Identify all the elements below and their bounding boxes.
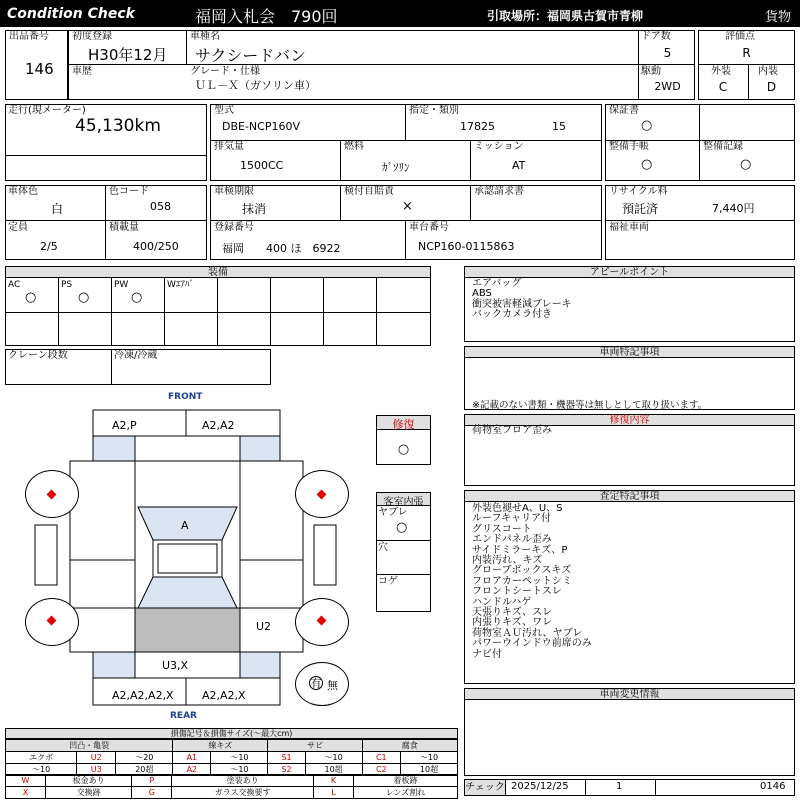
drive-label: 駆動	[641, 66, 661, 77]
capacity-value: 2/5	[40, 240, 58, 253]
rating-label: 評価点	[725, 31, 755, 42]
cabin-yabure-label: ヤブレ	[378, 507, 408, 518]
mission-value: AT	[512, 159, 526, 172]
header-title: Condition Check	[7, 6, 135, 22]
info-block-1	[68, 30, 695, 100]
fuel-value: ｶﾞｿﾘﾝ	[382, 161, 410, 174]
legend-cat: 線キズ	[173, 740, 268, 752]
capacity-label: 定員	[8, 222, 28, 233]
rear-label: REAR	[170, 711, 197, 721]
legend-cell: 10超	[305, 764, 362, 776]
cabin-koge-label: コゲ	[378, 576, 398, 587]
grade-label: グレード・仕様	[190, 66, 260, 77]
appeal-item: 衝突被害軽減ブレーキ	[472, 298, 572, 310]
legend-code: K	[314, 775, 354, 787]
legend-cell: U2	[77, 752, 116, 764]
legend-cat: 腐食	[362, 740, 457, 752]
insurance-value: ×	[402, 199, 413, 214]
recycle-label: リサイクル料	[609, 186, 668, 197]
note-item: サイドミラーキズ、P	[472, 544, 568, 556]
vehicle-category: 貨物	[765, 10, 792, 25]
exterior-label: 外装	[711, 66, 731, 77]
check-label: チェック	[465, 782, 505, 793]
color-code-value: 058	[150, 200, 171, 213]
auction-title: 福岡入札会 790回	[195, 7, 338, 26]
approval-label: 承認請求書	[474, 186, 524, 197]
check-code: 0146	[760, 781, 786, 792]
note-item: 天張りキズ、スレ	[472, 607, 553, 619]
equip-pw-label: PW	[114, 280, 129, 290]
legend-table-2	[5, 774, 458, 799]
recycle-amount: 7,440円	[712, 202, 755, 215]
repair-value: ○	[397, 442, 410, 457]
equip-ps-label: PS	[61, 280, 73, 290]
rating-value: R	[742, 46, 751, 60]
legend-cell: C2	[362, 764, 401, 776]
repair-content-title: 修復内容	[465, 415, 794, 426]
legend-code: P	[132, 775, 172, 787]
equipment-title: 装備	[6, 267, 430, 278]
legend-cell: S1	[268, 752, 305, 764]
legend-code: L	[314, 787, 354, 799]
note-item: 内装汚れ、キズ	[472, 555, 543, 567]
cabin-ana-label: 穴	[378, 542, 388, 553]
legend-cell: ～10	[6, 764, 77, 776]
change-info-panel	[464, 688, 795, 776]
first-reg-value: H30年12月	[88, 46, 168, 64]
load-value: 400/250	[133, 240, 179, 253]
legend-desc: 着板跡	[354, 775, 458, 787]
legend-desc: レンズ割れ	[354, 787, 458, 799]
legend-cell: エクボ	[6, 752, 77, 764]
mission-label: ミッション	[474, 141, 524, 152]
fuel-label: 燃料	[344, 141, 364, 152]
mark-right-rear: U2	[256, 620, 272, 633]
warranty-label: 保証書	[609, 105, 639, 116]
appeal-item: ABS	[472, 288, 492, 300]
maintenance-record-label: 整備記録	[703, 141, 743, 152]
legend-table	[5, 739, 458, 776]
legend-cat: 凹凸・亀裂	[6, 740, 173, 752]
legend-cell: ～20	[116, 752, 173, 764]
inspection-value: 抹消	[242, 202, 267, 216]
note-item: ナビ付	[472, 648, 502, 660]
mark-roof: A	[181, 519, 189, 532]
designation-label: 指定・類別	[409, 105, 459, 116]
maintenance-record-value: ○	[740, 157, 752, 172]
displacement-label: 排気量	[214, 141, 244, 152]
exterior-value: C	[718, 80, 728, 94]
legend-code: G	[132, 787, 172, 799]
check-num: 1	[616, 781, 623, 792]
legend-desc: 塗装あり	[172, 775, 314, 787]
history-label: 車歴	[72, 66, 92, 77]
maintenance-book-label: 整備手帳	[609, 141, 649, 152]
pickup-location: 引取場所：福岡県古賀市青柳	[487, 9, 644, 23]
grade-value: ＵＬ－Ｘ（ガソリン車）	[195, 79, 316, 92]
car-name-label: 車種名	[190, 31, 220, 42]
note-item: グリスコート	[472, 523, 532, 535]
legend-cell: C1	[362, 752, 401, 764]
designation-value-2: 15	[552, 120, 566, 133]
appeal-title: アピールポイント	[465, 267, 794, 278]
drive-value: 2WD	[654, 80, 681, 93]
mark-front-left: A2,P	[112, 419, 137, 432]
legend-cell: S2	[268, 764, 305, 776]
legend-code: W	[6, 775, 46, 787]
first-reg-label: 初度登録	[72, 31, 112, 42]
special-title: 車両特記事項	[465, 347, 794, 358]
mark-front-right: A2,A2	[202, 419, 235, 432]
lot-label: 出品番号	[9, 31, 49, 42]
registration-value: 福岡 400 ほ 6922	[222, 242, 341, 255]
crane-label: クレーン段数	[8, 350, 68, 361]
inspection-notes-title: 査定特記事項	[465, 491, 794, 502]
color-code-label: 色コード	[109, 186, 149, 197]
front-label: FRONT	[168, 392, 203, 402]
displacement-value: 1500CC	[240, 159, 284, 172]
chassis-label: 車台番号	[409, 222, 449, 233]
equip-ps-mark: ○	[78, 290, 90, 305]
lot-number: 146	[25, 60, 54, 78]
note-item: フロントシートスレ	[472, 586, 562, 598]
load-label: 積載量	[109, 222, 139, 233]
legend-title: 損傷記号＆損傷サイズ(～最大cm)	[5, 728, 458, 739]
note-item: フロアカーペットシミ	[472, 575, 572, 587]
legend-cell: ～10	[401, 752, 458, 764]
model-label: 型式	[214, 105, 234, 116]
equipment-grid	[5, 266, 431, 346]
legend-cell: U3	[77, 764, 116, 776]
legend-cell: 20超	[116, 764, 173, 776]
chassis-value: NCP160-0115863	[418, 240, 515, 253]
refrig-label: 冷凍/冷蔵	[114, 350, 158, 361]
legend-desc: 交換跡	[46, 787, 132, 799]
legend-cell: ～10	[211, 764, 268, 776]
legend-code: X	[6, 787, 46, 799]
mark-rear-left: A2,A2,A2,X	[112, 689, 174, 702]
inspection-label: 車検期限	[214, 186, 254, 197]
legend-cell: ～10	[211, 752, 268, 764]
recycle-status: 預託済	[622, 202, 659, 216]
repair-label: 修復	[377, 416, 430, 430]
legend-desc: 板金あり	[46, 775, 132, 787]
legend-desc: ガラス交換要す	[172, 787, 314, 799]
model-value: DBE-NCP160V	[222, 120, 300, 133]
equip-pw-mark: ○	[131, 290, 143, 305]
welfare-label: 福祉車両	[609, 222, 649, 233]
mark-rear-right: A2,A2,X	[202, 689, 246, 702]
note-item: 荷物室ＡＵ汚れ、ヤブレ	[472, 627, 583, 639]
doors-label: ドア数	[641, 31, 671, 42]
note-item: パワーウインドウ前席のみ	[472, 638, 592, 650]
car-name-value: サクシードバン	[195, 46, 307, 65]
equip-wairbag-label: Wｴｱﾊﾞ	[167, 280, 194, 290]
spare-yes: 有	[310, 677, 322, 690]
interior-label: 内装	[758, 66, 778, 77]
note-item: ハンドルハゲ	[472, 596, 532, 608]
insurance-label: 検付自賠責	[344, 186, 394, 197]
note-item: 内張りキズ、ワレ	[472, 617, 553, 629]
appeal-item: バックカメラ付き	[472, 309, 552, 321]
appeal-item: エアバッグ	[472, 278, 522, 289]
special-note: ※記載のない書類・機器等は無しとして取り扱います。	[472, 400, 708, 411]
legend-cell: A1	[173, 752, 211, 764]
body-color-label: 車体色	[8, 186, 38, 197]
note-item: グローブボックスキズ	[472, 565, 572, 577]
change-info-title: 車両変更情報	[465, 689, 794, 700]
registration-label: 登録番号	[214, 222, 254, 233]
cabin-yabure-value: ○	[396, 520, 408, 535]
note-item: エンドパネル歪み	[472, 534, 552, 546]
cabin-label: 客室内張	[377, 493, 430, 506]
interior-value: D	[766, 80, 777, 94]
designation-value-1: 17825	[460, 120, 495, 133]
legend-cell: A2	[173, 764, 211, 776]
equip-ac-label: AC	[8, 280, 21, 290]
equip-ac-mark: ○	[25, 290, 37, 305]
body-color-value: 白	[51, 202, 64, 216]
maintenance-book-value: ○	[641, 157, 653, 172]
legend-cat: サビ	[268, 740, 362, 752]
mileage-value: 45,130km	[75, 116, 161, 136]
legend-cell: 10超	[401, 764, 458, 776]
note-item: ルーフキャリア付	[472, 513, 552, 525]
mileage-label: 走行(現メーター)	[8, 105, 86, 116]
note-item: 外装色褪せA、U、S	[472, 503, 563, 514]
repair-content-item: 荷物室フロア歪み	[472, 425, 552, 436]
mark-rear-bumper: U3,X	[162, 659, 189, 672]
spare-no: 無	[327, 679, 338, 692]
check-date: 2025/12/25	[511, 781, 569, 792]
legend-cell: ～10	[305, 752, 362, 764]
warranty-value: ○	[641, 118, 653, 133]
doors-value: 5	[663, 46, 672, 60]
